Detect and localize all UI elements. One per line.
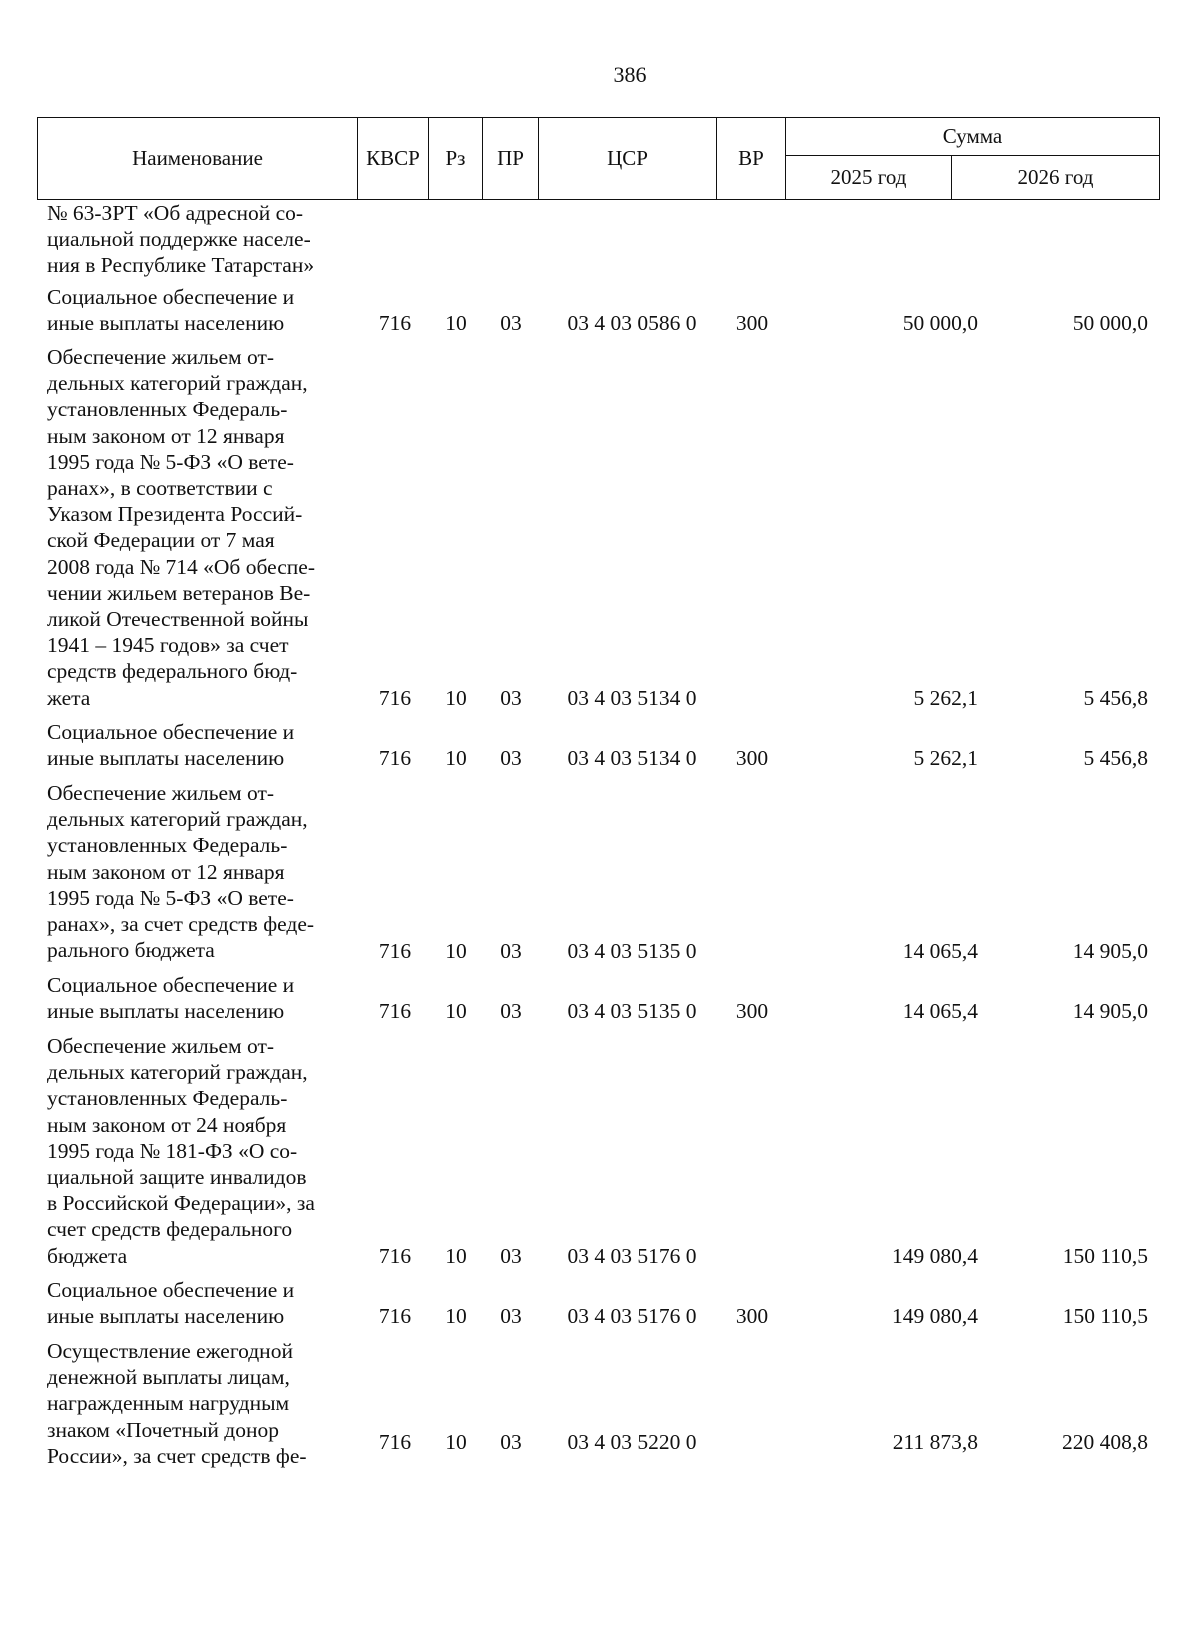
row-name: Социальное обеспечение и иные выплаты населению bbox=[47, 973, 295, 1024]
row-kvsr: 716 bbox=[378, 310, 412, 335]
row-rz: 10 bbox=[445, 1429, 467, 1454]
table-header bbox=[37, 117, 1160, 200]
row-sum-2025: 211 873,8 bbox=[892, 1429, 978, 1454]
row-vr: 300 bbox=[735, 1303, 769, 1328]
row-pr: 03 bbox=[500, 1243, 522, 1268]
row-csr: 03 4 03 5176 0 bbox=[567, 1303, 697, 1328]
table-row bbox=[0, 1338, 1200, 1469]
row-csr: 03 4 03 5135 0 bbox=[567, 938, 697, 963]
row-rz: 10 bbox=[445, 1303, 467, 1328]
row-pr: 03 bbox=[500, 938, 522, 963]
row-kvsr: 716 bbox=[378, 1303, 412, 1328]
row-name: Обеспечение жильем от- дельных категорий граждан, установленных Федераль- ным законом от 12 января 1995 года № 5-ФЗ «О вете- ранах», за счет средств феде- рального бюджета bbox=[47, 781, 315, 963]
row-csr: 03 4 03 5134 0 bbox=[567, 745, 697, 770]
row-sum-2026: 14 905,0 bbox=[1072, 938, 1148, 963]
row-name: Обеспечение жильем от- дельных категорий граждан, установленных Федераль- ным законом от 12 января 1995 года № 5-ФЗ «О вете- ранах», в соответствии с Указом Президента Россий- ской Федерации от 7 мая 2008 года № 714 «Об обеспе- чении жильем ветеранов Ве- ликой Отечественной войны 1941 – 1945 годов» за счет средств федерального бюд- жета bbox=[47, 345, 315, 710]
table-row bbox=[0, 1033, 1200, 1269]
header-kvsr: КВСР bbox=[358, 118, 429, 199]
row-vr: 300 bbox=[735, 745, 769, 770]
table-row bbox=[0, 1277, 1200, 1329]
header-sum: Сумма bbox=[786, 118, 1159, 156]
header-vr: ВР bbox=[717, 118, 786, 199]
row-name: Осуществление ежегодной денежной выплаты лицам, награжденным нагрудным знаком «Почетный донор России», за счет средств фе- bbox=[47, 1339, 307, 1468]
row-name: Обеспечение жильем от- дельных категорий граждан, установленных Федераль- ным законом от 24 ноября 1995 года № 181-ФЗ «О со- циальной защите инвалидов в Российской Федерации», за счет средств федерального бюджета bbox=[47, 1034, 315, 1268]
row-sum-2026: 14 905,0 bbox=[1072, 998, 1148, 1023]
header-name: Наименование bbox=[38, 118, 358, 199]
row-rz: 10 bbox=[445, 685, 467, 710]
row-rz: 10 bbox=[445, 938, 467, 963]
table-row bbox=[0, 972, 1200, 1024]
row-sum-2026: 5 456,8 bbox=[1083, 745, 1148, 770]
row-csr: 03 4 03 5135 0 bbox=[567, 998, 697, 1023]
header-rz: Рз bbox=[429, 118, 483, 199]
row-name: № 63-ЗРТ «Об адресной со- циальной поддержке населе- ния в Республике Татарстан» bbox=[47, 201, 315, 278]
row-vr: 300 bbox=[735, 310, 769, 335]
table-row bbox=[0, 284, 1200, 336]
table-row bbox=[0, 719, 1200, 771]
row-pr: 03 bbox=[500, 998, 522, 1023]
header-sum-group bbox=[786, 118, 1159, 199]
row-sum-2025: 14 065,4 bbox=[902, 938, 978, 963]
row-sum-2025: 149 080,4 bbox=[892, 1243, 978, 1268]
table-row bbox=[0, 344, 1200, 711]
row-pr: 03 bbox=[500, 1303, 522, 1328]
row-rz: 10 bbox=[445, 310, 467, 335]
row-sum-2026: 150 110,5 bbox=[1062, 1243, 1148, 1268]
row-sum-2025: 50 000,0 bbox=[902, 310, 978, 335]
row-pr: 03 bbox=[500, 310, 522, 335]
row-sum-2026: 220 408,8 bbox=[1062, 1429, 1148, 1454]
row-rz: 10 bbox=[445, 745, 467, 770]
row-kvsr: 716 bbox=[378, 685, 412, 710]
row-name: Социальное обеспечение и иные выплаты населению bbox=[47, 1278, 295, 1329]
page-number: 386 bbox=[613, 62, 647, 87]
row-kvsr: 716 bbox=[378, 1429, 412, 1454]
row-csr: 03 4 03 5134 0 bbox=[567, 685, 697, 710]
row-pr: 03 bbox=[500, 1429, 522, 1454]
row-kvsr: 716 bbox=[378, 998, 412, 1023]
row-rz: 10 bbox=[445, 1243, 467, 1268]
row-sum-2025: 5 262,1 bbox=[913, 745, 978, 770]
row-kvsr: 716 bbox=[378, 745, 412, 770]
row-sum-2026: 150 110,5 bbox=[1062, 1303, 1148, 1328]
row-pr: 03 bbox=[500, 745, 522, 770]
row-sum-2025: 14 065,4 bbox=[902, 998, 978, 1023]
table-row bbox=[0, 200, 1200, 279]
header-year-2025: 2025 год bbox=[786, 156, 952, 199]
row-vr: 300 bbox=[735, 998, 769, 1023]
row-kvsr: 716 bbox=[378, 938, 412, 963]
header-year-2026: 2026 год bbox=[1017, 165, 1094, 189]
row-csr: 03 4 03 0586 0 bbox=[567, 310, 697, 335]
header-pr: ПР bbox=[483, 118, 539, 199]
row-sum-2026: 50 000,0 bbox=[1072, 310, 1148, 335]
row-rz: 10 bbox=[445, 998, 467, 1023]
row-name: Социальное обеспечение и иные выплаты населению bbox=[47, 285, 295, 336]
row-kvsr: 716 bbox=[378, 1243, 412, 1268]
row-csr: 03 4 03 5176 0 bbox=[567, 1243, 697, 1268]
row-sum-2026: 5 456,8 bbox=[1083, 685, 1148, 710]
row-sum-2025: 5 262,1 bbox=[913, 685, 978, 710]
row-name: Социальное обеспечение и иные выплаты населению bbox=[47, 720, 295, 771]
row-sum-2025: 149 080,4 bbox=[892, 1303, 978, 1328]
row-csr: 03 4 03 5220 0 bbox=[567, 1429, 697, 1454]
header-csr: ЦСР bbox=[539, 118, 717, 199]
row-pr: 03 bbox=[500, 685, 522, 710]
table-row bbox=[0, 780, 1200, 964]
